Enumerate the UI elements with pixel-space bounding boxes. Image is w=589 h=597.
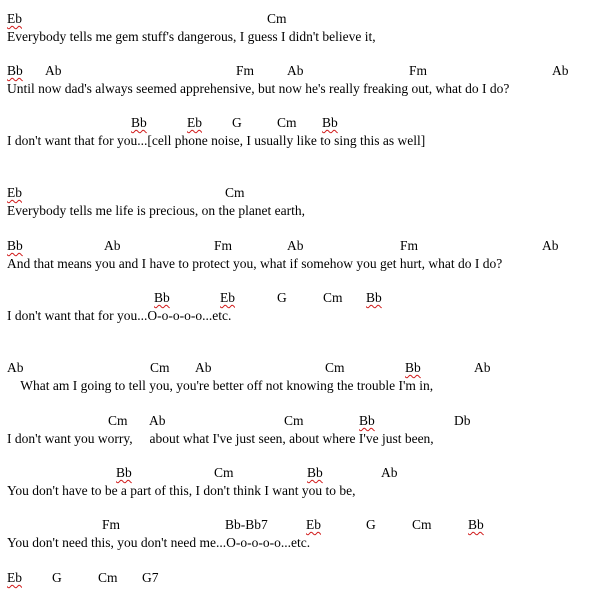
- lyric-text: What am I going to tell you, you're better off not knowing the trouble I'm in,: [7, 378, 434, 393]
- chord-label: Cm: [98, 570, 118, 585]
- chord-label: Fm: [214, 238, 233, 253]
- chord-label: G: [52, 570, 62, 585]
- chord-label: Ab: [287, 238, 304, 253]
- chord-label: Cm: [277, 115, 297, 130]
- chord-label: Ab: [195, 360, 212, 375]
- lyric-line: [0, 203, 589, 219]
- lyric-text: You don't need this, you don't need me...O-o-o-o-o...etc.: [7, 535, 311, 550]
- chord-label: Cm: [284, 413, 304, 428]
- chord-line: [0, 238, 589, 254]
- chord-label: Bb: [405, 360, 421, 375]
- chord-label: Fm: [102, 517, 121, 532]
- lyric-text: And that means you and I have to protect you, what if somehow you get hurt, what do I do?: [7, 256, 503, 271]
- chord-label: Eb: [306, 517, 321, 532]
- chord-line: [0, 185, 589, 201]
- chord-label: Bb: [307, 465, 323, 480]
- chord-line: [0, 11, 589, 27]
- chord-label: Ab: [149, 413, 166, 428]
- lyric-text: Everybody tells me life is precious, on the planet earth,: [7, 203, 306, 218]
- chord-label: Ab: [7, 360, 24, 375]
- chord-line: [0, 115, 589, 131]
- chord-label: Cm: [108, 413, 128, 428]
- chord-label: Eb: [220, 290, 235, 305]
- chord-line: [0, 570, 589, 586]
- chord-label: Db: [454, 413, 471, 428]
- chord-label: Ab: [474, 360, 491, 375]
- chord-label: Eb: [187, 115, 202, 130]
- chord-label: G: [232, 115, 242, 130]
- chord-label: Bb: [7, 63, 23, 78]
- chord-label: Ab: [104, 238, 121, 253]
- chord-label: Ab: [45, 63, 62, 78]
- lyric-text: I don't want that for you...[cell phone noise, I usually like to sing this as well]: [7, 133, 426, 148]
- chord-line: [0, 290, 589, 306]
- lyric-text: You don't have to be a part of this, I don't think I want you to be,: [7, 483, 356, 498]
- chord-label: Bb: [7, 238, 23, 253]
- chord-label: G: [366, 517, 376, 532]
- chord-label: Bb: [359, 413, 375, 428]
- chord-label: Fm: [400, 238, 419, 253]
- lyric-line: [0, 378, 589, 394]
- lyric-line: [0, 308, 589, 324]
- chord-label: G7: [142, 570, 159, 585]
- lyric-text: I don't want you worry, about what I've just seen, about where I've just been,: [7, 431, 434, 446]
- chord-line: [0, 360, 589, 376]
- chord-label: Eb: [7, 11, 22, 26]
- lyric-text: Everybody tells me gem stuff's dangerous, I guess I didn't believe it,: [7, 29, 376, 44]
- chord-label: Eb: [7, 185, 22, 200]
- chord-line: [0, 413, 589, 429]
- chord-label: Bb: [116, 465, 132, 480]
- chord-label: Cm: [325, 360, 345, 375]
- lyric-line: [0, 81, 589, 97]
- chord-label: Fm: [236, 63, 255, 78]
- chord-label: Cm: [214, 465, 234, 480]
- chord-label: Ab: [552, 63, 569, 78]
- chord-label: Cm: [225, 185, 245, 200]
- chord-label: Bb: [322, 115, 338, 130]
- chord-label: Ab: [287, 63, 304, 78]
- chord-line: [0, 465, 589, 481]
- chord-label: Cm: [323, 290, 343, 305]
- lyric-text: I don't want that for you...O-o-o-o-o...etc.: [7, 308, 232, 323]
- chord-label: Bb: [154, 290, 170, 305]
- chord-label: Bb: [131, 115, 147, 130]
- lyric-line: [0, 535, 589, 551]
- chord-label: Cm: [267, 11, 287, 26]
- lyric-text: Until now dad's always seemed apprehensive, but now he's really freaking out, what do I do?: [7, 81, 510, 96]
- chord-label: Bb: [366, 290, 382, 305]
- chord-label: Bb: [468, 517, 484, 532]
- chord-label: Cm: [412, 517, 432, 532]
- lyric-line: [0, 483, 589, 499]
- chord-label: Ab: [381, 465, 398, 480]
- chord-label: Bb-Bb7: [225, 517, 268, 532]
- chord-label: Fm: [409, 63, 428, 78]
- chord-line: [0, 63, 589, 79]
- chord-label: Cm: [150, 360, 170, 375]
- lyric-line: [0, 133, 589, 149]
- chord-label: Eb: [7, 570, 22, 585]
- lyric-line: [0, 29, 589, 45]
- lyric-line: [0, 431, 589, 447]
- lyric-line: [0, 256, 589, 272]
- chord-label: Ab: [542, 238, 559, 253]
- chord-label: G: [277, 290, 287, 305]
- chord-line: [0, 517, 589, 533]
